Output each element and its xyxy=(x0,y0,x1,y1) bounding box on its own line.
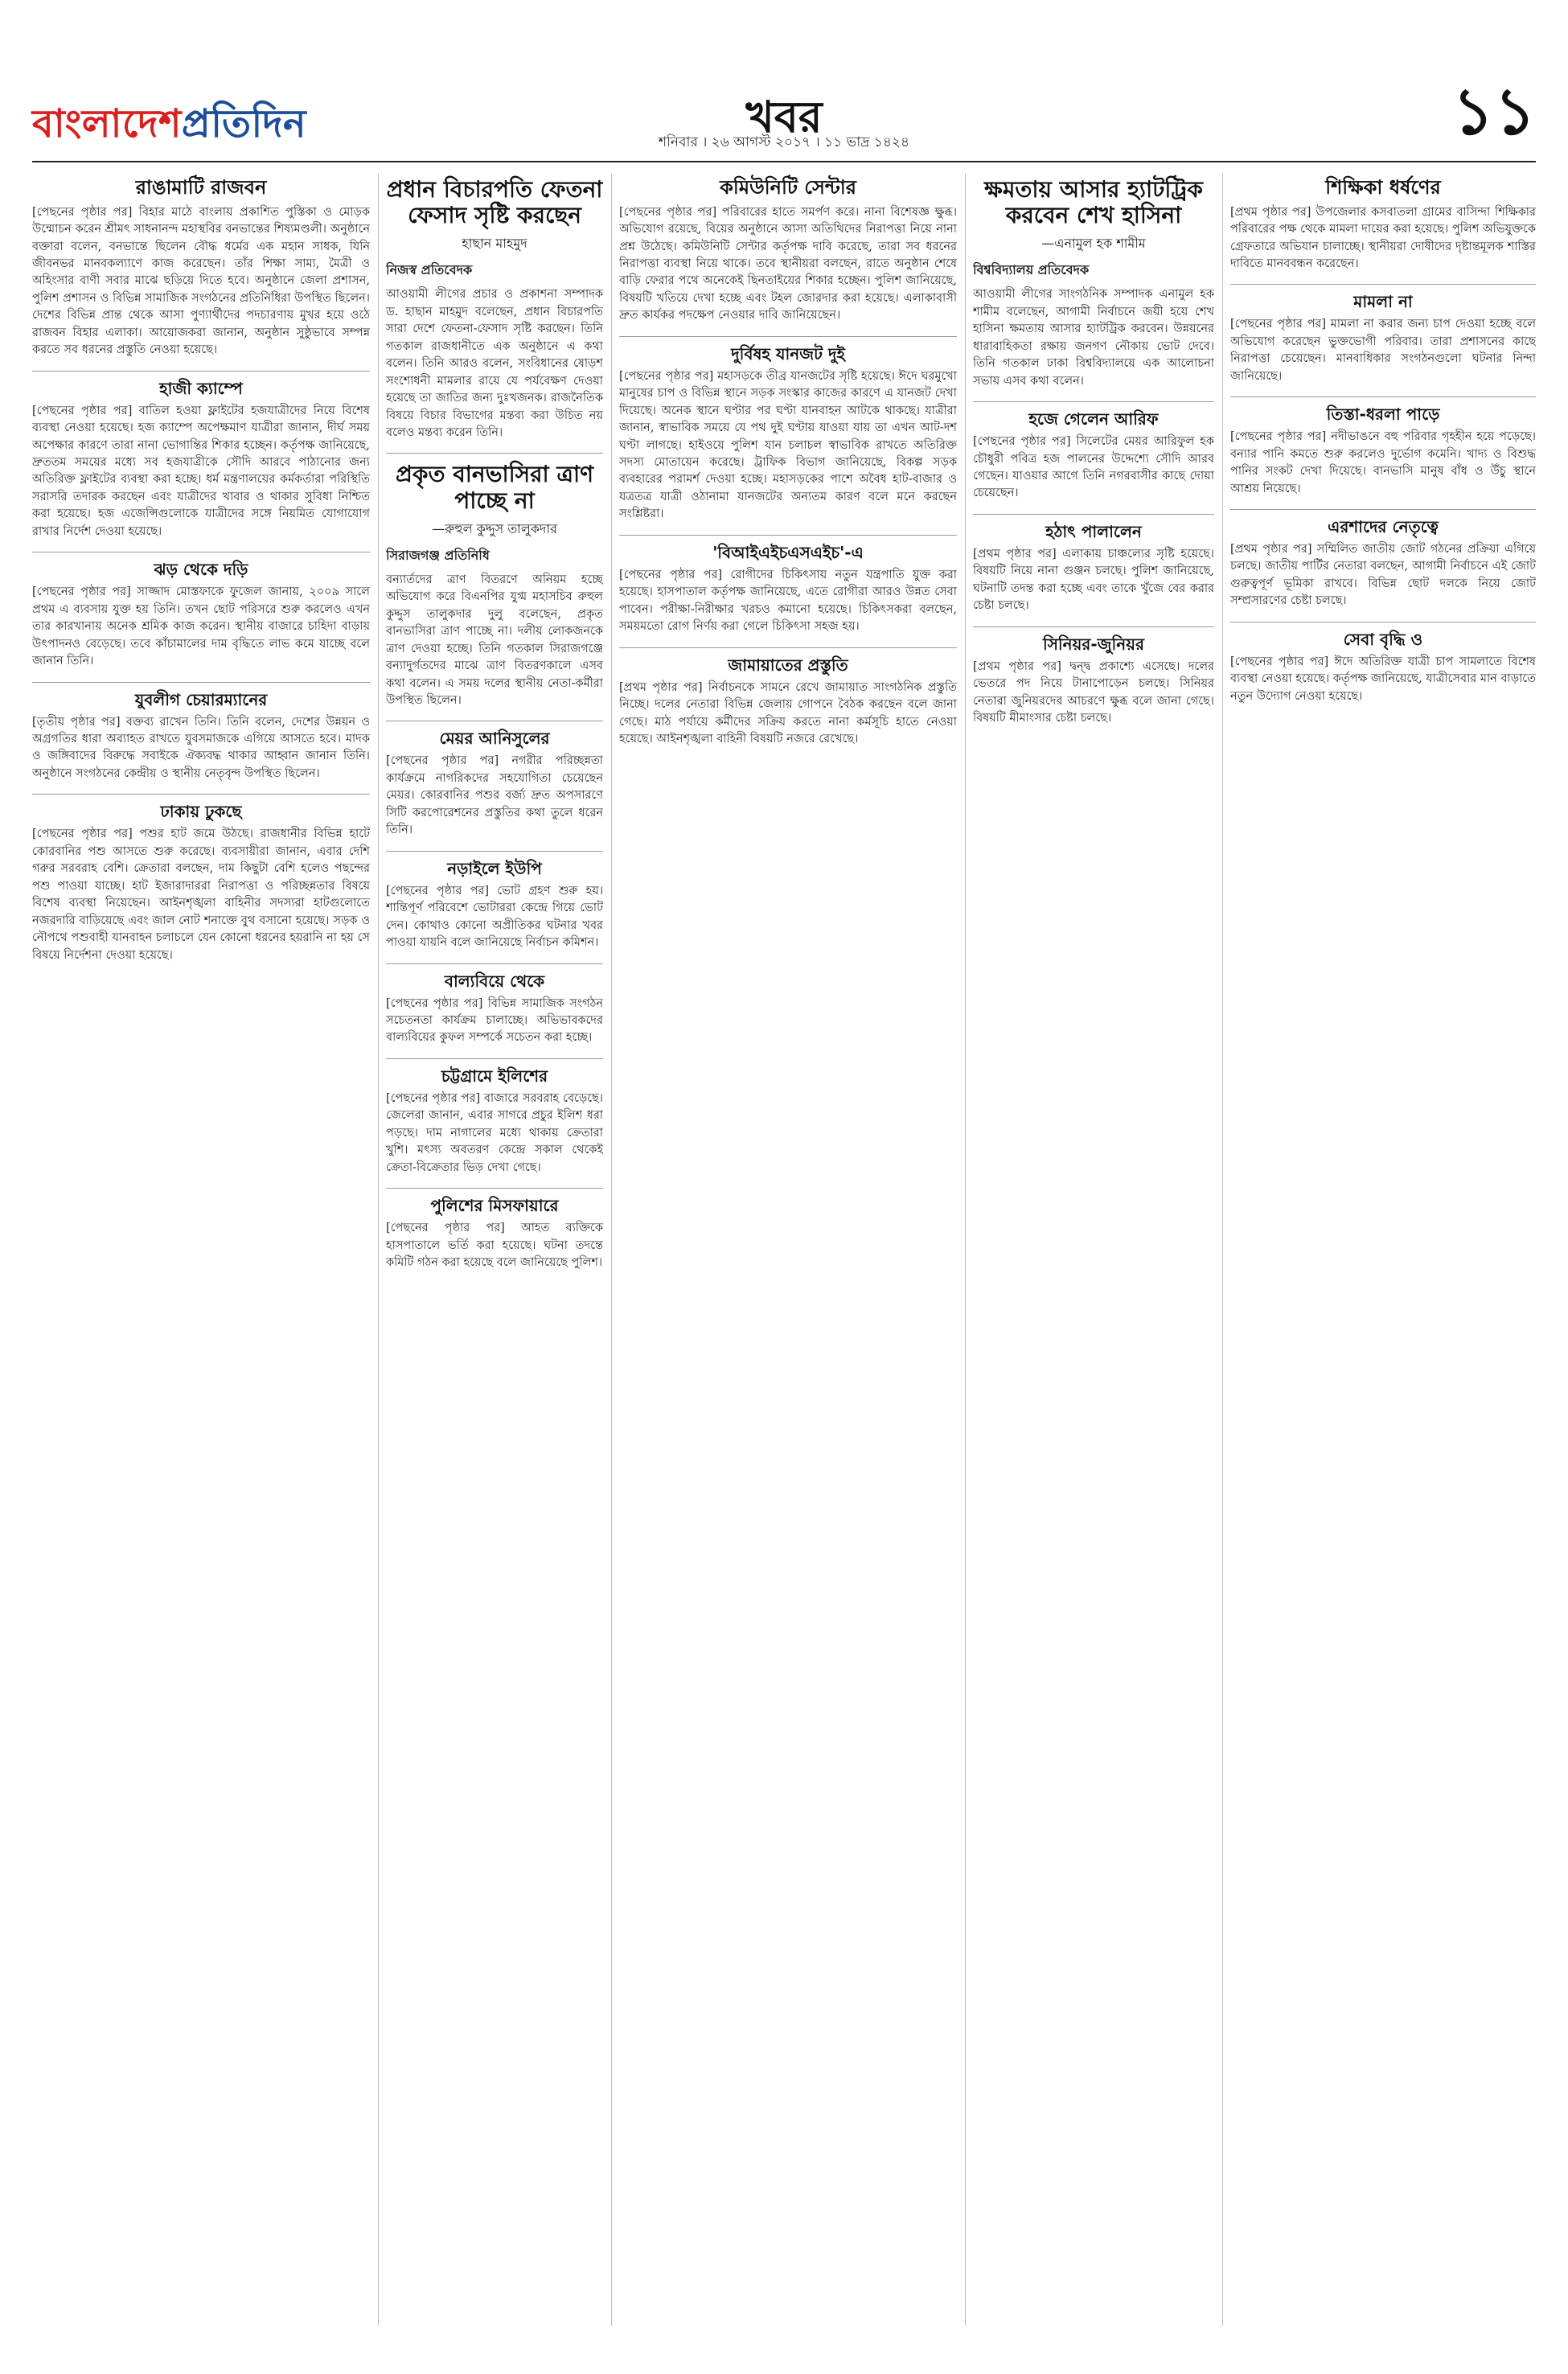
article-body: [প্রথম পৃষ্ঠার পর] এলাকায় চাঞ্চল্যের সৃষ্টি হয়েছে। বিষয়টি নিয়ে নানা গুঞ্জন চলছে। পুলিশ জানিয়েছে, ঘটনাটি তদন্ত করা হচ্ছে এবং তাকে খুঁজে বের করার চেষ্টা চলছে। xyxy=(973,547,1214,613)
article-headline: কমিউনিটি সেন্টার xyxy=(720,176,856,199)
article xyxy=(386,972,603,1047)
article-byline: —রুহুল কুদ্দুস তালুকদার xyxy=(432,520,557,536)
article xyxy=(973,635,1214,728)
article-separator xyxy=(32,794,370,795)
column-3 xyxy=(619,174,957,2326)
section-title: খবর xyxy=(745,91,823,142)
article-separator xyxy=(1230,509,1536,510)
article-reporter: সিরাজগঞ্জ প্রতিনিধি xyxy=(386,547,490,563)
article-headline: শিক্ষিকা ধর্ষণের xyxy=(1325,176,1441,199)
article-headline: রাঙামাটি রাজবন xyxy=(135,176,267,199)
article-headline: হজে গেলেন আরিফ xyxy=(1028,409,1159,429)
article xyxy=(1230,405,1536,498)
article-separator xyxy=(386,963,603,964)
article-headline: হাজী ক্যাম্পে xyxy=(159,378,243,398)
article xyxy=(619,544,957,636)
article-headline: পুলিশের মিসফায়ারে xyxy=(430,1196,559,1216)
article-headline: 'বিআইএইচএসএইচ'-এ xyxy=(712,542,864,562)
article-body: [পেছনের পৃষ্ঠার পর] ভোট গ্রহণ শুরু হয়। শান্তিপূর্ণ পরিবেশে ভোটাররা কেন্দ্রে গিয়ে ভোট দেন। কোথাও কোনো অপ্রীতিকর ঘটনার খবর পাওয়া যায়নি বলে জানিয়েছে নির্বাচন কমিশন। xyxy=(386,884,603,950)
article-headline: যুবলীগ চেয়ারম্যানের xyxy=(134,689,268,709)
article-body: [পেছনের পৃষ্ঠার পর] বাতিল হওয়া ফ্লাইটের হজযাত্রীদের নিয়ে বিশেষ ব্যবস্থা নেওয়া হয়েছে। হজ ক্যাম্পে অপেক্ষমাণ যাত্রীরা জানান, দীর্ঘ সময় অপেক্ষার কারণে তারা নানা ভোগান্তির শিকার হচ্ছেন। কর্তৃপক্ষ জানিয়েছে, দ্রুততম সময়ের মধ্যে সব হজযাত্রীকে সৌদি আরবে পাঠানোর জন্য অতিরিক্ত ফ্লাইটের ব্যবস্থা করা হচ্ছে। ধর্ম মন্ত্রণালয়ের কর্মকর্তারা পরিস্থিতি সরাসরি তদারক করছেন এবং যাত্রীদের খাবার ও থাকার সুবিধা নিশ্চিত করা হয়েছে। হজ এজেন্সিগুলোকে যাত্রীদের সঙ্গে নিয়মিত যোগাযোগ রাখার নির্দেশ দেওয়া হয়েছে। xyxy=(32,404,370,538)
article-separator xyxy=(32,682,370,683)
article-separator xyxy=(619,647,957,648)
article xyxy=(32,177,370,359)
article-separator xyxy=(386,1188,603,1189)
article-separator xyxy=(973,514,1214,515)
article xyxy=(1230,630,1536,705)
masthead-logo-part1: বাংলাদেশ xyxy=(32,101,182,146)
article xyxy=(32,803,370,964)
article-headline: প্রকৃত বানভাসিরা ত্রাণ পাচ্ছে না xyxy=(395,461,594,514)
article-body: [পেছনের পৃষ্ঠার পর] সিলেটের মেয়র আরিফুল হক চৌধুরী পবিত্র হজ পালনের উদ্দেশ্যে সৌদি আরব গেছেন। যাওয়ার আগে তিনি নগরবাসীর কাছে দোয়া চেয়েছেন। xyxy=(973,435,1214,500)
article-separator xyxy=(32,371,370,372)
article xyxy=(619,177,957,325)
article-body: [প্রথম পৃষ্ঠার পর] সম্মিলিত জাতীয় জোট গঠনের প্রক্রিয়া এগিয়ে চলছে। জাতীয় পার্টির নেতারা বলছেন, আগামী নির্বাচনে এই জোট গুরুত্বপূর্ণ ভূমিকা রাখবে। বিভিন্ন ছোট দলকে নিয়ে জোট সম্প্রসারণের চেষ্টা চলছে। xyxy=(1230,543,1536,608)
article-separator xyxy=(973,401,1214,402)
article xyxy=(32,380,370,541)
article-separator xyxy=(973,626,1214,627)
article-body: [প্রথম পৃষ্ঠার পর] উপজেলার কসবাতলা গ্রামের বাসিন্দা শিক্ষিকার পরিবারের পক্ষ থেকে মামলা দায়ের করা হয়েছে। পুলিশ অভিযুক্তকে গ্রেফতারে অভিযান চালাচ্ছে। স্থানীয়রা দোষীদের দৃষ্টান্তমূলক শাস্তির দাবিতে মানববন্ধন করেছেন। xyxy=(1230,205,1536,270)
article-body: [পেছনের পৃষ্ঠার পর] বিভিন্ন সামাজিক সংগঠন সচেতনতা কার্যক্রম চালাচ্ছে। অভিভাবকদের বাল্যবিয়ের কুফল সম্পর্কে সচেতন করা হচ্ছে। xyxy=(386,996,603,1045)
article-headline: মেয়র আনিসুলের xyxy=(439,729,550,749)
article xyxy=(1230,293,1536,385)
article-body: [পেছনের পৃষ্ঠার পর] পশুর হাট জমে উঠছে। রাজধানীর বিভিন্ন হাটে কোরবানির পশু আসতে শুরু করেছে। ব্যবসায়ীরা জানান, এবার দেশি গরুর সরবরাহ বেশি। ক্রেতারা বলছেন, দাম কিছুটা বেশি হলেও পছন্দের পশু পাওয়া যাচ্ছে। হাট ইজারাদাররা নিরাপত্তা ও পরিচ্ছন্নতার বিষয়ে বিশেষ ব্যবস্থা নিয়েছেন। আইনশৃঙ্খলা বাহিনীর সদস্যরা হাটগুলোতে নজরদারি বাড়িয়েছে এবং জাল নোট শনাক্তে বুথ বসানো হয়েছে। সড়ক ও নৌপথে পশুবাহী যানবাহন চলাচলে যেন কোনো ধরনের হয়রানি না হয় সে বিষয়ে নির্দেশনা দেওয়া হয়েছে। xyxy=(32,828,370,962)
article-body: [পেছনের পৃষ্ঠার পর] মামলা না করার জন্য চাপ দেওয়া হচ্ছে বলে অভিযোগ করেছেন ভুক্তভোগী পরিবার। তারা প্রশাসনের কাছে নিরাপত্তা চেয়েছেন। মানবাধিকার সংগঠনগুলো ঘটনার নিন্দা জানিয়েছে। xyxy=(1230,318,1536,383)
article-body: [তৃতীয় পৃষ্ঠার পর] বক্তব্য রাখেন তিনি। তিনি বলেন, দেশের উন্নয়ন ও অগ্রগতির ধারা অব্যাহত রাখতে যুবসমাজকে এগিয়ে আসতে হবে। মাদক ও জঙ্গিবাদের বিরুদ্ধে সবাইকে ঐক্যবদ্ধ থাকার আহ্বান জানান তিনি। অনুষ্ঠানে সংগঠনের কেন্দ্রীয় ও স্থানীয় নেতৃবৃন্দ উপস্থিত ছিলেন। xyxy=(32,715,370,780)
article-byline: —এনামুল হক শামীম xyxy=(1041,236,1146,252)
article-body: [পেছনের পৃষ্ঠার পর] আহত ব্যক্তিকে হাসপাতালে ভর্তি করা হয়েছে। ঘটনা তদন্তে কমিটি গঠন করা হয়েছে বলে জানিয়েছে পুলিশ। xyxy=(386,1222,603,1270)
article-byline: হাছান মাহমুদ xyxy=(462,236,527,252)
article-headline: ঝড় থেকে দড়ি xyxy=(154,560,248,580)
article-body: [পেছনের পৃষ্ঠার পর] পরিবারের হাতে সমর্পণ করে। নানা বিশেষজ্ঞ ক্ষুব্ধ। অভিযোগ রয়েছে, বিয়ের অনুষ্ঠানে আসা অতিথিদের নিরাপত্তা নিয়ে নানা প্রশ্ন উঠেছে। কমিউনিটি সেন্টার কর্তৃপক্ষ দাবি করেছে, তারা সব ধরনের নিরাপত্তা ব্যবস্থা নিয়ে থাকে। তবে স্থানীয়রা বলছেন, রাতে অনুষ্ঠান শেষে বাড়ি ফেরার পথে অনেকেই ছিনতাইয়ের শিকার হচ্ছেন। পুলিশ জানিয়েছে, বিষয়টি খতিয়ে দেখা হচ্ছে এবং টহল জোরদার করা হয়েছে। এলাকাবাসী দ্রুত কার্যকর পদক্ষেপ নেওয়ার দাবি জানিয়েছেন। xyxy=(619,205,957,322)
article-body: [পেছনের পৃষ্ঠার পর] বিহার মাঠে বাংলায় প্রকাশিত পুস্তিকা ও মোড়ক উন্মোচন করেন শ্রীমৎ সাধনানন্দ মহাস্থবির বনভান্তের শিষ্যমণ্ডলী। অনুষ্ঠানে বক্তারা বলেন, বনভান্তে ছিলেন বৌদ্ধ ধর্মের এক মহান সাধক, যিনি জীবনভর মানবকল্যাণে কাজ করেছেন। তাঁর শিক্ষা সাম্য, মৈত্রী ও অহিংসার বাণী সবার মাঝে ছড়িয়ে দিতে হবে। অনুষ্ঠানে জেলা প্রশাসন, পুলিশ প্রশাসন ও বিভিন্ন সামাজিক সংগঠনের প্রতিনিধিরা উপস্থিত ছিলেন। দেশের বিভিন্ন প্রান্ত থেকে আসা পুণ্যার্থীদের পদচারণায় মুখর হয়ে ওঠে রাজবন বিহার এলাকা। আয়োজকরা জানান, অনুষ্ঠান সুষ্ঠুভাবে সম্পন্ন করতে সব ধরনের প্রস্তুতি নেওয়া হয়েছে। xyxy=(32,205,370,357)
article-body: আওয়ামী লীগের প্রচার ও প্রকাশনা সম্পাদক ড. হাছান মাহমুদ বলেছেন, প্রধান বিচারপতি সারা দেশে ফেতনা-ফেসাদ সৃষ্টি করছেন। তিনি গতকাল রাজধানীতে এক অনুষ্ঠানে এ কথা বলেন। তিনি আরও বলেন, সংবিধানের ষোড়শ সংশোধনী মামলার রায়ে যে পর্যবেক্ষণ দেওয়া হয়েছে তা জাতির জন্য দুঃখজনক। রাজনৈতিক বিষয়ে বিচার বিভাগের মন্তব্য করা উচিত নয় বলেও মন্তব্য করেন তিনি। xyxy=(386,288,603,439)
article-separator xyxy=(386,453,603,454)
article-body: বন্যার্তদের ত্রাণ বিতরণে অনিয়ম হচ্ছে অভিযোগ করে বিএনপির যুগ্ম মহাসচিব রুহুল কুদ্দুস তালুকদার দুলু বলেছেন, প্রকৃত বানভাসিরা ত্রাণ পাচ্ছে না। দলীয় লোকজনকে ত্রাণ দেওয়া হচ্ছে। তিনি গতকাল সিরাজগঞ্জে বন্যাদুর্গতদের মাঝে ত্রাণ বিতরণকালে এসব কথা বলেন। এ সময় দলের স্থানীয় নেতা-কর্মীরা উপস্থিত ছিলেন। xyxy=(386,573,603,707)
article-headline: বাল্যবিয়ে থেকে xyxy=(444,971,545,991)
page-number: ১১ xyxy=(1452,73,1536,149)
article-body: [পেছনের পৃষ্ঠার পর] নদীভাঙনে বহু পরিবার গৃহহীন হয়ে পড়েছে। বন্যার পানি কমতে শুরু করলেও দুর্ভোগ কমেনি। খাদ্য ও বিশুদ্ধ পানির সংকট দেখা দিয়েছে। বানভাসি মানুষ বাঁধ ও উঁচু স্থানে আশ্রয় নিয়েছে। xyxy=(1230,430,1536,495)
article-headline: নড়াইলে ইউপি xyxy=(447,858,542,878)
column-divider xyxy=(611,174,612,2326)
article xyxy=(386,729,603,839)
article-headline: তিস্তা-ধরলা পাড়ে xyxy=(1326,405,1440,425)
article-body: [পেছনের পৃষ্ঠার পর] ঈদে অতিরিক্ত যাত্রী চাপ সামলাতে বিশেষ ব্যবস্থা নেওয়া হয়েছে। কর্তৃপক্ষ জানিয়েছে, যাত্রীসেবার মান বাড়াতে নতুন উদ্যোগ নেওয়া হয়েছে। xyxy=(1230,655,1536,703)
article-separator xyxy=(1230,284,1536,285)
article xyxy=(619,345,957,524)
article xyxy=(1230,177,1536,273)
article-body: [পেছনের পৃষ্ঠার পর] মহাসড়কে তীব্র যানজটের সৃষ্টি হয়েছে। ঈদে ঘরমুখো মানুষের চাপ ও বিভিন্ন স্থানে সড়ক সংস্কার কাজের কারণে এ যানজট দেখা দিয়েছে। অনেক স্থানে ঘণ্টার পর ঘণ্টা যানবাহন আটকে থাকছে। যাত্রীরা জানান, স্বাভাবিক সময়ে যে পথ দুই ঘণ্টায় যাওয়া যায় তা এখন আট-দশ ঘণ্টা লাগছে। হাইওয়ে পুলিশ যান চলাচল স্বাভাবিক রাখতে অতিরিক্ত সদস্য মোতায়েন করেছে। ট্রাফিক বিভাগ জানিয়েছে, বিকল্প সড়ক ব্যবহারের পরামর্শ দেওয়া হচ্ছে। মহাসড়কের পাশে অবৈধ হাট-বাজার ও যত্রতত্র যাত্রী ওঠানামা যানজটের অন্যতম কারণ বলে মনে করছেন সংশ্লিষ্টরা। xyxy=(619,369,957,521)
article xyxy=(386,1197,603,1271)
article-body: [প্রথম পৃষ্ঠার পর] দ্বন্দ্ব প্রকাশ্যে এসেছে। দলের ভেতরে পদ নিয়ে টানাপোড়েন চলছে। সিনিয়র নেতারা জুনিয়রদের আচরণে ক্ষুব্ধ বলে জানা গেছে। বিষয়টি মীমাংসার চেষ্টা চলছে। xyxy=(973,659,1214,725)
article-headline: জামায়াতের প্রস্তুতি xyxy=(728,655,848,675)
article-separator xyxy=(386,851,603,852)
article-headline: চট্টগ্রামে ইলিশের xyxy=(441,1066,548,1086)
article-body: [পেছনের পৃষ্ঠার পর] রোগীদের চিকিৎসায় নতুন যন্ত্রপাতি যুক্ত করা হয়েছে। হাসপাতাল কর্তৃপক্ষ জানিয়েছে, এতে রোগীরা আরও উন্নত সেবা পাবেন। পরীক্ষা-নিরীক্ষার খরচও কমানো হয়েছে। চিকিৎসকরা বলছেন, সময়মতো রোগ নির্ণয় করা গেলে চিকিৎসা সহজ হয়। xyxy=(619,568,957,634)
article-reporter: নিজস্ব প্রতিবেদক xyxy=(386,262,473,278)
article xyxy=(386,1067,603,1177)
article-body: আওয়ামী লীগের সাংগঠনিক সম্পাদক এনামুল হক শামীম বলেছেন, আগামী নির্বাচনে জয়ী হয়ে শেখ হাসিনা ক্ষমতায় আসার হ্যাটট্রিক করবেন। উন্নয়নের ধারাবাহিকতা রক্ষায় জনগণ নৌকায় ভোট দেবে। তিনি গতকাল ঢাকা বিশ্ববিদ্যালয়ে এক আলোচনা সভায় এসব কথা বলেন। xyxy=(973,288,1214,388)
dateline: শনিবার । ২৬ আগস্ট ২০১৭ । ১১ ভাদ্র ১৪২৪ xyxy=(658,134,909,150)
article-body: [পেছনের পৃষ্ঠার পর] সাজ্জাদ মোস্তফাকে ফুজেল জানায়, ২০০৯ সালে প্রথম এ ব্যবসায় যুক্ত হয় তিনি। তখন ছোট পরিসরে শুরু করলেও এখন তার কারখানায় অনেক শ্রমিক কাজ করেন। স্থানীয় বাজারে চাহিদা বাড়ায় উৎপাদনও বেড়েছে। তবে কাঁচামালের দাম বৃদ্ধিতে লাভ কমে যাচ্ছে বলে জানান তিনি। xyxy=(32,585,370,668)
column-1 xyxy=(32,174,370,2326)
article-separator xyxy=(386,1058,603,1059)
article-headline: হঠাৎ পালালেন xyxy=(1045,521,1142,541)
column-divider xyxy=(378,174,379,2326)
article-headline: দুর্বিষহ যানজট দুই xyxy=(731,343,845,363)
article-headline: প্রধান বিচারপতি ফেতনা ফেসাদ সৃষ্টি করছেন xyxy=(386,176,603,229)
column-divider xyxy=(1222,174,1223,2326)
article-separator xyxy=(619,336,957,337)
masthead-logo-part2: প্রতিদিন xyxy=(181,101,307,146)
article-separator xyxy=(1230,396,1536,397)
column-2 xyxy=(386,174,603,2326)
article-body: [প্রথম পৃষ্ঠার পর] নির্বাচনকে সামনে রেখে জামায়াত সাংগঠনিক প্রস্তুতি নিচ্ছে। দলের নেতারা বিভিন্ন জেলায় গোপনে বৈঠক করছেন বলে জানা গেছে। মাঠ পর্যায়ে কর্মীদের সক্রিয় করতে নানা কর্মসূচি হাতে নেওয়া হয়েছে। আইনশৃঙ্খলা বাহিনী বিষয়টি নজরে রেখেছে। xyxy=(619,680,957,746)
article-reporter: বিশ্ববিদ্যালয় প্রতিবেদক xyxy=(973,262,1090,278)
article xyxy=(32,691,370,783)
article-headline: সেবা বৃদ্ধি ও xyxy=(1343,629,1423,649)
column-4 xyxy=(973,174,1214,2326)
article-headline: এরশাদের নেতৃত্বে xyxy=(1328,517,1439,537)
article-separator xyxy=(619,535,957,536)
article-headline: ক্ষমতায় আসার হ্যাটট্রিক করবেন শেখ হাসিনা xyxy=(984,176,1203,229)
article xyxy=(386,462,603,709)
column-divider xyxy=(965,174,966,2326)
article-body: [পেছনের পৃষ্ঠার পর] বাজারে সরবরাহ বেড়েছে। জেলেরা জানান, এবার সাগরে প্রচুর ইলিশ ধরা পড়ছে। দাম নাগালের মধ্যে থাকায় ক্রেতারা খুশি। মৎস্য অবতরণ কেন্দ্রে সকাল থেকেই ক্রেতা-বিক্রেতার ভিড় দেখা গেছে। xyxy=(386,1091,603,1174)
article-headline: মামলা না xyxy=(1353,292,1413,312)
article xyxy=(386,177,603,442)
article xyxy=(32,561,370,670)
article xyxy=(1230,518,1536,610)
article xyxy=(386,860,603,952)
article xyxy=(973,410,1214,503)
article-headline: ঢাকায় ঢুকছে xyxy=(160,802,242,822)
article-headline: সিনিয়র-জুনিয়র xyxy=(1042,634,1144,654)
column-5 xyxy=(1230,174,1536,2326)
article xyxy=(619,656,957,749)
article xyxy=(973,177,1214,390)
masthead-rule xyxy=(32,161,1536,162)
article-body: [পেছনের পৃষ্ঠার পর] নগরীর পরিচ্ছন্নতা কার্যক্রমে নাগরিকদের সহযোগিতা চেয়েছেন মেয়র। কোরবানির পশুর বর্জ্য দ্রুত অপসারণে সিটি করপোরেশনের প্রস্তুতির কথা তুলে ধরেন তিনি। xyxy=(386,754,603,837)
article xyxy=(973,523,1214,615)
